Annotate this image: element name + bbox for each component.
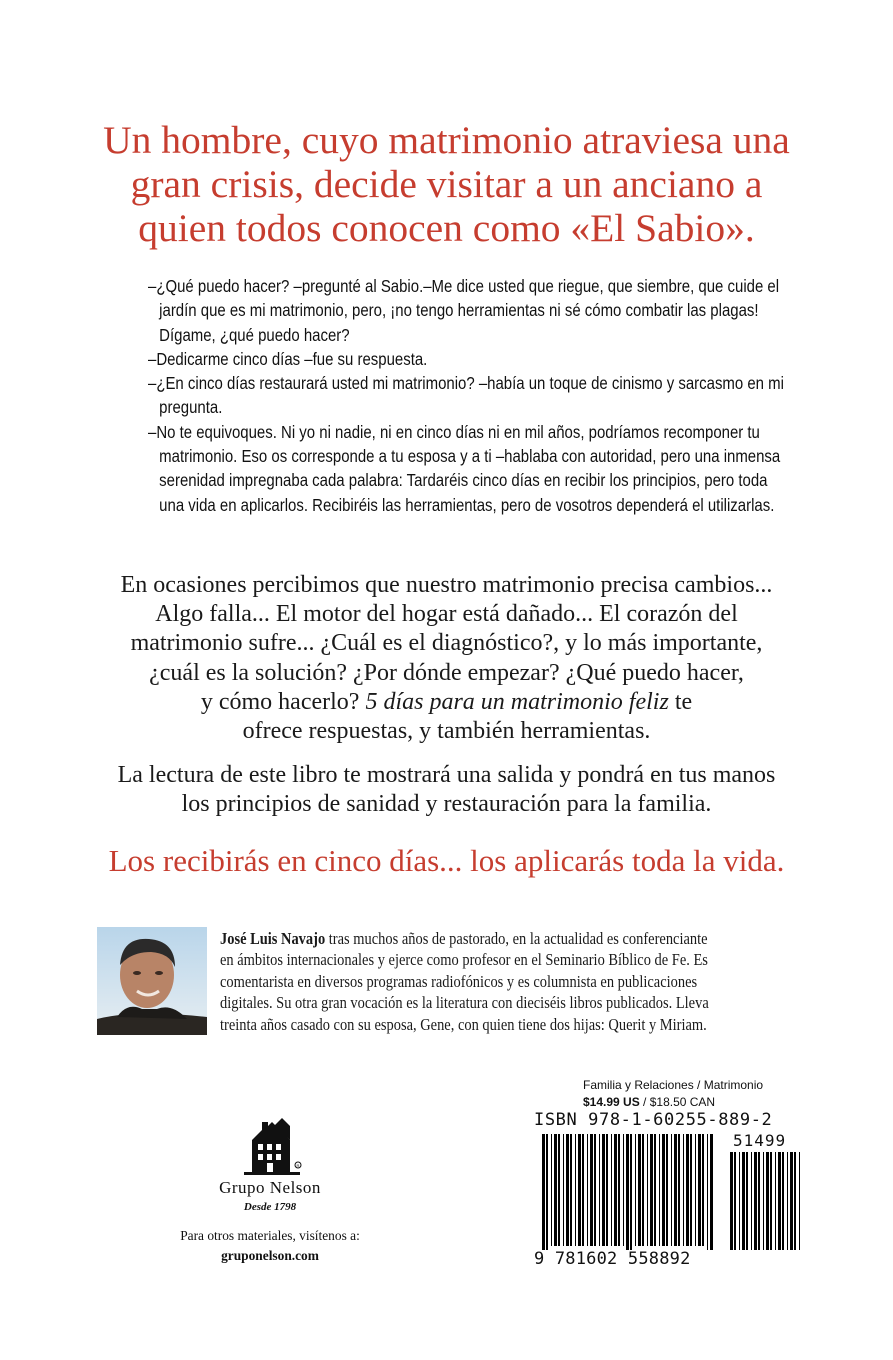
tagline-line: quien todos conocen como «El Sabio».: [138, 206, 755, 250]
tagline-line: gran crisis, decide visitar a un anciano a: [130, 162, 763, 206]
closing-line: Los recibirás en cinco días... los aplicarás toda la vida.: [108, 843, 785, 878]
description-line: los principios de sanidad y restauración para la familia.: [181, 791, 712, 818]
author-name: José Luis Navajo: [220, 929, 326, 948]
tagline: [40, 118, 853, 250]
barcode-addon-digits: 51499: [733, 1131, 787, 1150]
visit-text: Para otros materiales, visítenos a:: [180, 1228, 360, 1243]
author-bio: [220, 928, 798, 1035]
book-description-2: [60, 761, 833, 819]
book-description: [60, 571, 833, 746]
dialogue-excerpt: [148, 274, 789, 517]
dialogue-paragraph: –Dedicarme cinco días –fue su respuesta.: [148, 348, 428, 369]
book-title: 5 días para un matrimonio feliz: [365, 688, 669, 715]
description-line: [60, 688, 833, 717]
description-line: ¿cuál es la solución? ¿Por dónde empezar? ¿Qué puedo hacer,: [149, 659, 744, 686]
publisher-name: Grupo Nelson: [219, 1178, 321, 1197]
book-category: Familia y Relaciones / Matrimonio: [583, 1078, 764, 1092]
bio-text: tras muchos años de pastorado, en la actualidad es conferenciante: [325, 929, 708, 948]
book-price: [583, 1095, 715, 1109]
bio-line: en ámbitos internacionales y ejerce como profesor en el Seminario Bíblico de Fe. Es: [220, 950, 708, 970]
description-line: ofrece respuestas, y también herramientas.: [242, 718, 651, 745]
barcode-icon: [530, 1130, 815, 1252]
description-text: y cómo hacerlo?: [200, 688, 366, 715]
dialogue-paragraph: –¿Qué puedo hacer? –pregunté al Sabio.–Me dice usted que riegue, que siembre, que cuide el jardín que es mi matrimonio, pero, ¡no tengo herramientas ni sé cómo combatir las plagas! Dígame, ¿qué puedo hacer?: [148, 276, 780, 345]
ean-digits: 9 781602 558892: [534, 1249, 691, 1269]
dialogue-paragraph: –No te equivoques. Ni yo ni nadie, ni en cinco días ni en mil años, podríamos recomponer tu matrimonio. Eso os corresponde a tu esposa y a ti –hablaba con autoridad, pero una inmensa serenidad impregnaba cada palabra: Tardaréis cinco días en recibir los principios, pero toda una vida en aplicarlos. Recibiréis las herramientas, pero de vosotros dependerá el utilizarlas.: [148, 421, 781, 515]
description-line: matrimonio sufre... ¿Cuál es el diagnóstico?, y lo más importante,: [130, 630, 763, 657]
author-photo: [97, 927, 207, 1035]
publisher-visit: [140, 1226, 400, 1266]
publisher-url[interactable]: gruponelson.com: [221, 1248, 319, 1263]
bio-line: [220, 928, 798, 949]
bio-line: digitales. Su otra gran vocación es la literatura con dieciséis libros publicados. Lleva: [220, 993, 709, 1013]
bio-line: treinta años casado con su esposa, Gene, con quien tiene dos hijas: Querit y Miriam.: [220, 1014, 707, 1034]
isbn-text: ISBN 978-1-60255-889-2: [534, 1110, 773, 1130]
svg-text:R: R: [296, 1163, 300, 1168]
bio-line: comentarista en diversos programas radiofónicos y es columnista en publicaciones: [220, 971, 698, 991]
description-line: En ocasiones percibimos que nuestro matrimonio precisa cambios...: [120, 572, 773, 598]
description-line: Algo falla... El motor del hogar está dañado... El corazón del: [155, 601, 738, 628]
tagline-line: Un hombre, cuyo matrimonio atraviesa una: [103, 118, 790, 162]
dialogue-paragraph: –¿En cinco días restaurará usted mi matrimonio? –había un toque de cinismo y sarcasmo en mi pregunta.: [148, 373, 784, 418]
price-can: / $18.50 CAN: [639, 1095, 716, 1109]
publisher-since: Desde 1798: [243, 1201, 297, 1213]
price-us: $14.99 US: [583, 1095, 640, 1109]
description-text: te: [668, 688, 693, 715]
description-line: La lectura de este libro te mostrará una salida y pondrá en tus manos: [117, 762, 776, 788]
